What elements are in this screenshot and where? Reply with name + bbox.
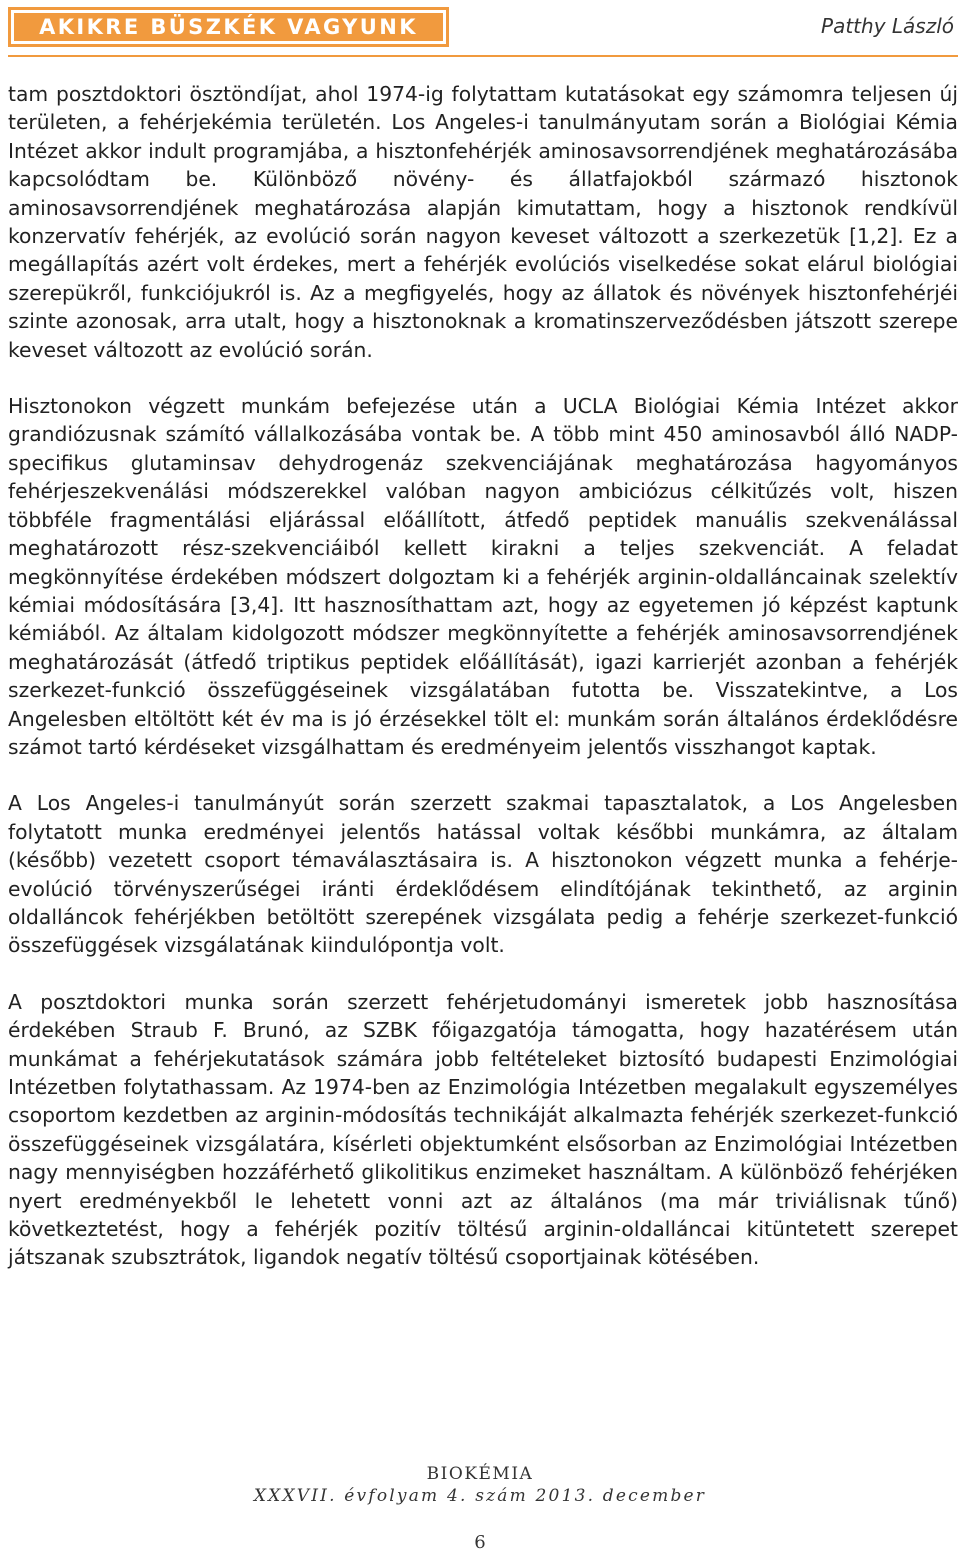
paragraph-1: tam posztdoktori ösztöndíjat, ahol 1974-ig folytattam kutatásokat egy számomra teljesen új területen, a fehérjekémia területén. Los Angeles-i tanulmányutam során a Biológiai Kémia Intézet akkor indult programjába, a hisztonfehérjék aminosavsorrendjének meghatározásába kapcsolódtam be. Különböző növény- és állatfajokból származó hisztonok aminosavsorrendjének meghatározása alapján kimutattam, hogy a hisztonok rendkívül konzervatív fehérjék, az evolúció során nagyon keveset változott a szerkezetük [1,2]. Ez a megállapítás azért volt érdekes, mert a fehérjék evolúciós viselkedése sokat elárul biológiai szerepükről, funkciójukról is. Az a megfigyelés, hogy az állatok és növények hisztonfehérjéi szinte azonosak, arra utalt, hogy a hisztonoknak a kromatinszerveződésben játszott szerepe keveset változott az evolúció során. (8, 82, 958, 362)
article-body (8, 80, 958, 1300)
page-header (0, 0, 960, 58)
section-title-fill (14, 13, 443, 41)
footer-issue: XXXVII. évfolyam 4. szám 2013. december (253, 1486, 707, 1506)
paragraph-2: Hisztonokon végzett munkám befejezése után a UCLA Biológiai Kémia Intézet akkor grandiózusnak számító vállalkozásába vontak be. A több mint 450 aminosavból álló NADP-specifikus glutaminsav dehydrogenáz szekvenciájának meghatározása hagyományos fehérjeszekvenálási módszerekkel valóban nagyon ambiciózus célkitűzés volt, hiszen többféle fragmentálási eljárással előállított, átfedő peptidek manuális szekvenálással meghatározott rész-szekvenciáiból kellett kirakni a teljes szekvenciát. A feladat megkönnyítése érdekében módszert dolgoztam ki a fehérjék arginin-oldalláncainak szelektív kémiai módosítására [3,4]. Itt hasznosíthattam azt, hogy az egyetemen jó képzést kaptunk kémiából. Az általam kidolgozott módszer megkönnyítette a fehérjék aminosavsorrendjének meghatározását (átfedő triptikus peptidek előállítását), igazi karrierjét azonban a fehérjék szerkezet-funkció összefüggéseinek vizsgálatában futotta be. Visszatekintve, a Los Angelesben eltöltött két év ma is jó érzésekkel tölt el: munkám során általános érdeklődésre számot tartó kérdéseket vizsgálhattam és eredményeim jelentős visszhangot kaptak. (8, 394, 958, 759)
section-title: AKIKRE BÜSZKÉK VAGYUNK (39, 15, 418, 39)
paragraph-3: A Los Angeles-i tanulmányút során szerzett szakmai tapasztalatok, a Los Angelesben folytatott munka eredményei jelentős hatással voltak későbbi munkámra, az általam (később) vezetett csoport témaválasztásaira is. A hisztonokon végzett munka a fehérje-evolúció törvényszerűségei iránti érdeklődésem elindítójának tekinthető, az arginin oldalláncok fehérjékben betöltött szerepének vizsgálata pedig a fehérje szerkezet-funkció összefüggések vizsgálatának kiindulópontja volt. (8, 791, 958, 958)
author-name: Patthy László (821, 14, 954, 38)
section-title-box (8, 7, 449, 47)
page-number: 6 (474, 1532, 486, 1553)
header-divider (8, 55, 958, 57)
footer-journal-name: BIOKÉMIA (426, 1464, 534, 1484)
paragraph-4: A posztdoktori munka során szerzett fehérjetudományi ismeretek jobb hasznosítása érdekében Straub F. Brunó, az SZBK főigazgatója támogatta, hogy hazatérésem után munkámat a fehérjekutatások számára jobb feltételeket biztosító budapesti Enzimológiai Intézetben folytathassam. Az 1974-ben az Enzimológia Intézetben megalakult egyszemélyes csoportom kezdetben az arginin-módosítás technikáját alkalmazta fehérjék szerkezet-funkció összefüggéseinek vizsgálatára, kísérleti objektumként elsősorban az Enzimológiai Intézetben nagy mennyiségben hozzáférhető glikolitikus enzimeket használtam. A különböző fehérjéken nyert eredményekből le lehetett vonni azt az általános (ma már triviálisnak tűnő) következtetést, hogy a fehérjék pozitív töltésű arginin-oldalláncai kitüntetett szerepet játszanak szubsztrátok, ligandok negatív töltésű csoportjainak kötésében. (8, 989, 958, 1270)
